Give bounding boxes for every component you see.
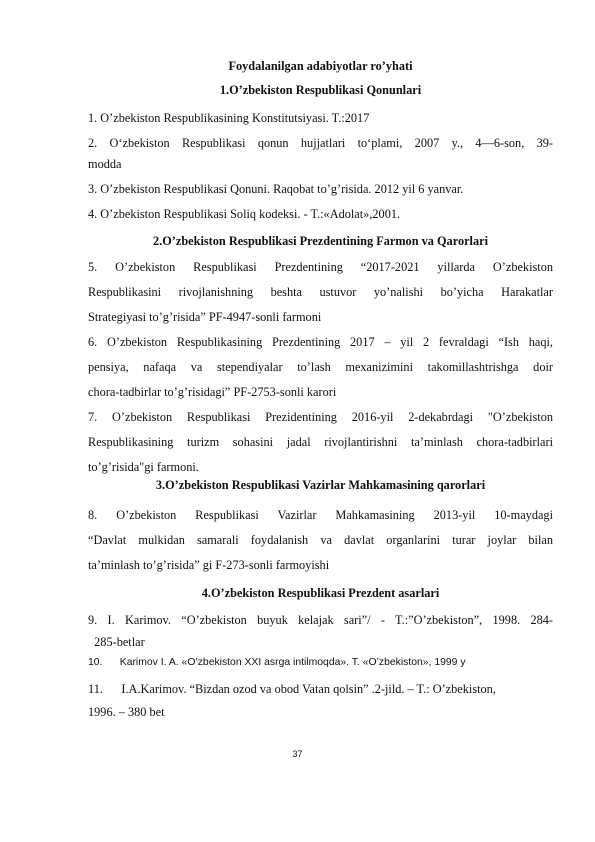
- reference-line: 4. O’zbekiston Respublikasi Soliq kodeksi. - T.:«Adolat»,2001.: [88, 207, 401, 221]
- reference-line: 285-betlar: [88, 635, 145, 649]
- reference-line: Respublikasining turizm sohasini jadal rivojlantirishni ta’minlash chora-tadbirlari: [88, 435, 553, 449]
- reference-line: 11. I.A.Karimov. “Bizdan ozod va obod Vatan qolsin” .2-jild. – T.: O’zbekiston,: [88, 682, 496, 696]
- reference-line: ta’minlash to’g’risida” gi F-273-sonli farmoyishi: [88, 558, 330, 572]
- reference-line: 8. O’zbekiston Respublikasi Vazirlar Mahkamasining 2013-yil 10-maydagi: [88, 508, 553, 522]
- section-heading-1: 1.O’zbekiston Respublikasi Qonunlari: [219, 83, 422, 97]
- reference-line: 1. O’zbekiston Respublikasining Konstitutsiyasi. T.:2017: [88, 111, 370, 125]
- reference-line: to’g’risida"gi farmoni.: [88, 460, 199, 474]
- section-heading-4: 4.O’zbekiston Respublikasi Prezdent asarlari: [201, 586, 440, 600]
- reference-line: 7. O’zbekiston Respublikasi Prezidentining 2016-yil 2-dekabrdagi "O’zbekiston: [88, 410, 553, 424]
- reference-line: “Davlat mulkidan samarali foydalanish va davlat organlarini turar joylar bilan: [88, 533, 553, 547]
- page-number: 37: [292, 749, 303, 759]
- reference-line: 3. O’zbekiston Respublikasi Qonuni. Raqobat to’g’risida. 2012 yil 6 yanvar.: [88, 182, 464, 196]
- reference-line: Respublikasini rivojlanishning beshta ustuvor yo’nalishi bo’yicha Harakatlar: [88, 285, 553, 299]
- reference-line: pensiya, nafaqa va stependiyalar to’lash mexanizimini takomillashtrishga doir: [88, 360, 553, 374]
- reference-line: chora-tadbirlar to’g’risidagi” PF-2753-sonli karori: [88, 385, 337, 399]
- reference-line: Strategiyasi to’g’risida” PF-4947-sonli farmoni: [88, 310, 322, 324]
- reference-line: 2. O‘zbekiston Respublikasi qonun hujjatlari to‘plami, 2007 y., 4—6-son, 39-: [88, 136, 553, 150]
- reference-line: modda: [88, 157, 122, 171]
- reference-line: 10. Karimov I. A. «O’zbekiston XXI asrga intilmoqda». T. «O’zbekiston», 1999 y: [88, 657, 466, 668]
- section-heading-2: 2.O’zbekiston Respublikasi Prezdentining Farmon va Qarorlari: [153, 234, 488, 248]
- page-title: Foydalanilgan adabiyotlar ro’yhati: [228, 59, 413, 73]
- reference-line: 9. I. Karimov. “O’zbekiston buyuk kelajak sari”/ - T.:”O’zbekiston”, 1998. 284-: [88, 613, 553, 627]
- reference-line: 1996. – 380 bet: [88, 705, 165, 719]
- reference-line: 5. O’zbekiston Respublikasi Prezdentining “2017-2021 yillarda O’zbekiston: [88, 260, 553, 274]
- reference-line: 6. O’zbekiston Respublikasining Prezdentining 2017 – yil 2 fevraldagi “Ish haqi,: [88, 335, 553, 349]
- section-heading-3: 3.O’zbekiston Respublikasi Vazirlar Mahkamasining qarorlari: [155, 478, 486, 492]
